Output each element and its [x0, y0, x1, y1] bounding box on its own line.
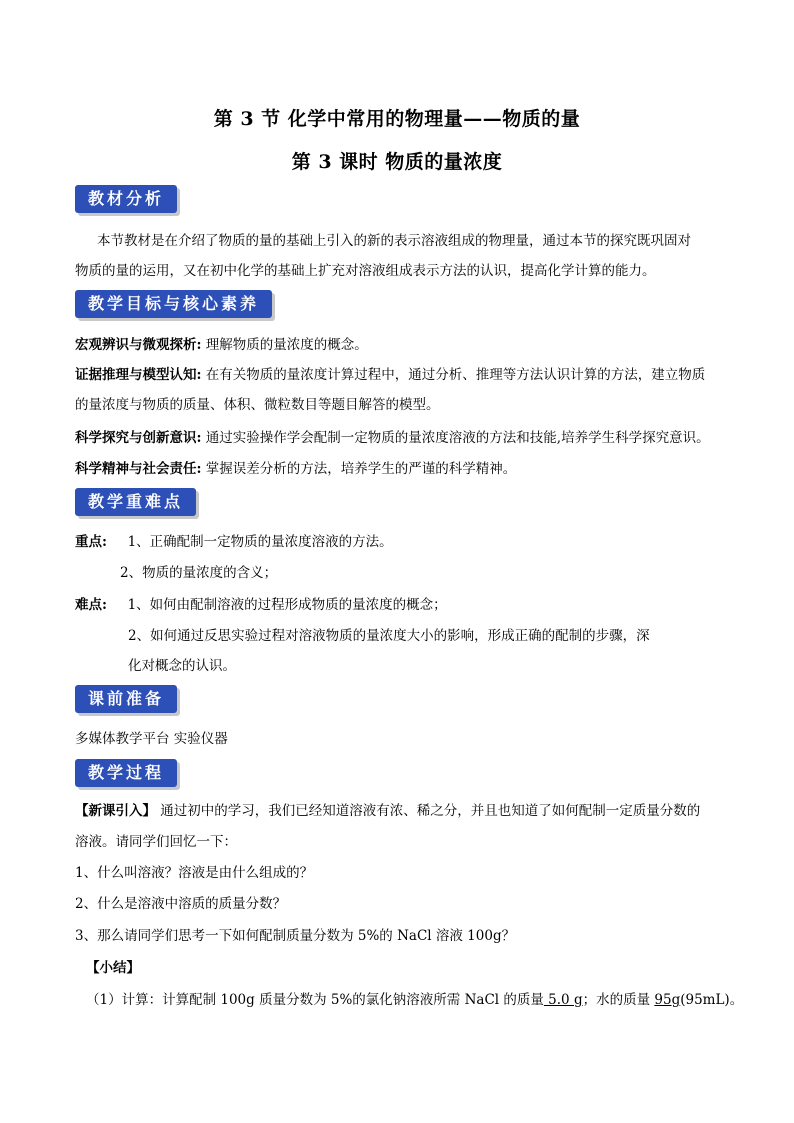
- key-label: 重点:: [75, 534, 107, 550]
- section-badge-analysis: 教材分析: [75, 185, 177, 213]
- question-1: 1、什么叫溶液？溶液是由什么组成的？: [75, 865, 314, 881]
- prep-text: 多媒体教学平台 实验仪器: [75, 731, 228, 747]
- difficulty-item-2b: 化对概念的认识。: [128, 658, 236, 674]
- section-badge-prep: 课前准备: [75, 685, 177, 713]
- goal-text: 的量浓度与物质的质量、体积、微粒数目等题目解答的模型。: [75, 397, 440, 413]
- page-subtitle: 第 3 课时 物质的量浓度: [291, 151, 503, 173]
- analysis-line-2: 物质的量的运用，又在初中化学的基础上扩充对溶液组成表示方法的认识，提高化学计算的能力。: [75, 263, 656, 279]
- key-line-1: [75, 530, 393, 550]
- goal-label: 证据推理与模型认知:: [75, 367, 202, 383]
- key-item-2: 2、物质的量浓度的含义；: [120, 565, 278, 581]
- section-badge-process: 教学过程: [75, 759, 177, 787]
- section-badge-goals: 教学目标与核心素养: [75, 290, 272, 318]
- calc-prefix: （1）计算：计算配制 100g 质量分数为 5%的氯化钠溶液所需 NaCl 的质量: [86, 992, 544, 1008]
- question-2: 2、什么是溶液中溶质的质量分数？: [75, 896, 287, 912]
- calc-water-mass: 95g: [654, 992, 681, 1008]
- difficulty-line-1: [75, 593, 447, 613]
- intro-line-2: 溶液。请同学们回忆一下：: [75, 834, 237, 850]
- intro-label: 【新课引入】: [75, 803, 156, 819]
- summary-label: 【小结】: [86, 960, 140, 976]
- analysis-line-1: 本节教材是在介绍了物质的量的基础上引入的新的表示溶液组成的物理量，通过本节的探究既巩固对: [97, 233, 691, 249]
- calc-mid: ；水的质量: [582, 992, 655, 1008]
- section-badge-keypoints: 教学重难点: [75, 488, 196, 516]
- intro-line-1: [75, 799, 700, 819]
- goal-text: 在有关物质的量浓度计算过程中，通过分析、推理等方法认识计算的方法，建立物质: [201, 367, 706, 383]
- goal-item: [75, 363, 705, 383]
- goal-item: [75, 333, 368, 353]
- page-title: 第 3 节 化学中常用的物理量——物质的量: [213, 108, 581, 130]
- calc-suffix: (95mL)。: [680, 992, 744, 1008]
- goal-text: 掌握误差分析的方法，培养学生的严谨的科学精神。: [201, 461, 517, 477]
- question-3: 3、那么请同学们思考一下如何配制质量分数为 5%的 NaCl 溶液 100g？: [75, 928, 516, 944]
- goal-text: 理解物质的量浓度的概念。: [201, 337, 368, 353]
- calc-line: [86, 988, 743, 1008]
- difficulty-item-2a: 2、如何通过反思实验过程对溶液物质的量浓度大小的影响，形成正确的配制的步骤，深: [128, 628, 650, 644]
- goal-item: [75, 393, 440, 413]
- goal-item: [75, 426, 710, 446]
- goal-item: [75, 457, 516, 477]
- difficulty-label: 难点:: [75, 597, 107, 613]
- goal-label: 科学探究与创新意识:: [75, 430, 202, 446]
- goal-label: 科学精神与社会责任:: [75, 461, 202, 477]
- intro-text: 通过初中的学习，我们已经知道溶液有浓、稀之分，并且也知道了如何配制一定质量分数的: [156, 803, 701, 819]
- difficulty-item-1: 1、如何由配制溶液的过程形成物质的量浓度的概念；: [127, 597, 447, 613]
- goal-label: 宏观辨识与微观探析:: [75, 337, 202, 353]
- calc-nacl-mass: 5.0 g: [543, 992, 583, 1008]
- key-item-1: 1、正确配制一定物质的量浓度溶液的方法。: [127, 534, 393, 550]
- goal-text: 通过实验操作学会配制一定物质的量浓度溶液的方法和技能,培养学生科学探究意识。: [201, 430, 710, 446]
